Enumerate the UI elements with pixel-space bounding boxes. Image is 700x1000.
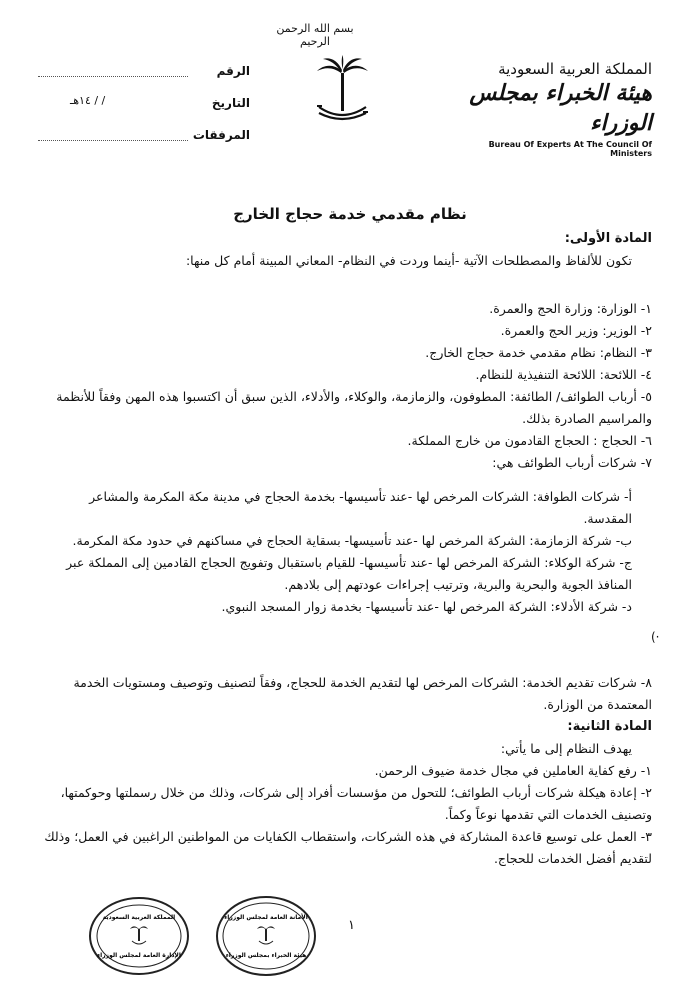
company-item: أ- شركات الطوافة: الشركات المرخص لها -عند تأسيسها- بخدمة الحجاج في مدينة مكة المكرمة والمشاعر المقدسة.: [89, 489, 632, 526]
reference-block: [30, 64, 250, 160]
organization-block: [452, 60, 652, 158]
article2-section: [42, 716, 652, 870]
seal2-bottom-text: هيئة الخبراء بمجلس الوزراء: [225, 952, 307, 959]
page-number: ١: [348, 918, 355, 933]
definition-8: ٨- شركات تقديم الخدمة: الشركات المرخص لها لتقديم الخدمة للحجاج، وفقاً لتصنيف وتوصيف ومستويات الخدمة المعتمدة من الوزارة.: [73, 675, 652, 712]
org-name-line2: هيئة الخبراء بمجلس الوزراء: [469, 80, 652, 136]
companies-list: [42, 486, 652, 618]
org-name-english: Bureau Of Experts At The Council Of Ministers: [488, 140, 652, 158]
ref-date-label: التاريخ: [211, 96, 250, 110]
org-name-line1: المملكة العربية السعودية: [498, 60, 652, 78]
definition-item: ١- الوزارة: وزارة الحج والعمرة.: [489, 301, 652, 316]
basmala: بسم الله الرحمن الرحيم: [276, 22, 354, 48]
company-item: ج- شركة الوكلاء: الشركة المرخص لها -عند تأسيسها- للقيام باستقبال وتفويج الحجاج القادمين إلى المملكة عبر المنافذ الجوية والبحرية والبرية، وترتيب إجراءات عودتهم إلى بلادهم.: [66, 555, 632, 592]
definition-item: ٣- النظام: نظام مقدمي خدمة حجاج الخارج.: [425, 345, 652, 360]
seal1-top-text: المملكة العربية السعودية: [102, 914, 176, 921]
seal-stamp-icon: [215, 895, 317, 977]
ref-number-row: [30, 64, 250, 96]
article1-section: [42, 228, 652, 272]
margin-mark: (·: [651, 630, 660, 644]
goal-item: ٢- إعادة هيكلة شركات أرباب الطوائف؛ للتحول من مؤسسات أفراد إلى شركات، وذلك من خلال رسملتها وحوكمتها، وتصنيف الخدمات التي تقدمها نوعاً وكماً.: [60, 785, 652, 822]
ref-number-line: [38, 76, 188, 77]
document-title: نظام مقدمي خدمة حجاج الخارج: [233, 205, 467, 223]
seal-stamp-icon: [88, 895, 190, 977]
ref-number-label: الرقم: [216, 64, 250, 78]
article1-intro: تكون للألفاظ والمصطلحات الآتية -أينما وردت في النظام- المعاني المبينة أمام كل منها:: [185, 253, 632, 268]
company-item: ب- شركة الزمازمة: الشركة المرخص لها -عند تأسيسها- بسقاية الحجاج في مساكنهم في حدود مكة المكرمة.: [72, 533, 632, 548]
goal-item: ٣- العمل على توسيع قاعدة المشاركة في هذه الشركات، واستقطاب الكفايات من المواطنين الراغبين في العمل؛ وذلك لتقديم أفضل الخدمات للحجاج.: [44, 829, 652, 866]
ref-attachments-label: المرفقات: [192, 128, 250, 142]
ref-attachments-row: [30, 128, 250, 160]
ref-date-value: / / ١٤هـ: [70, 94, 106, 107]
definition-item: ٥- أرباب الطوائف/ الطائفة: المطوفون، والزمازمة، والوكلاء، والأدلاء، الذين سبق أن اكتسبوا هذه المهن وفقاً للأنظمة والمراسيم الصادرة بذلك.: [56, 389, 652, 426]
article1-heading: المادة الأولى:: [564, 231, 652, 246]
company-item: د- شركة الأدلاء: الشركة المرخص لها -عند تأسيسها- بخدمة زوار المسجد النبوي.: [221, 599, 632, 614]
definition-item: ٢- الوزير: وزير الحج والعمرة.: [500, 323, 652, 338]
article2-intro: يهدف النظام إلى ما يأتي:: [500, 741, 632, 756]
article2-heading: المادة الثانية:: [567, 719, 652, 734]
ref-attachments-line: [38, 140, 188, 141]
seal2-top-text: الأمانة العامة لمجلس الوزراء: [224, 914, 308, 921]
definition-item: ٤- اللائحة: اللائحة التنفيذية للنظام.: [475, 367, 652, 382]
palm-swords-emblem-icon: [315, 55, 370, 125]
definition-item: ٧- شركات أرباب الطوائف هي:: [492, 455, 652, 470]
ref-date-row: [30, 96, 250, 128]
definitions-list: [42, 298, 652, 474]
definition-item: ٦- الحجاج : الحجاج القادمون من خارج المملكة.: [407, 433, 652, 448]
seal1-bottom-text: الإدارة العامة لمجلس الوزراء: [97, 952, 181, 959]
goal-item: ١- رفع كفاية العاملين في مجال خدمة ضيوف الرحمن.: [374, 763, 652, 778]
